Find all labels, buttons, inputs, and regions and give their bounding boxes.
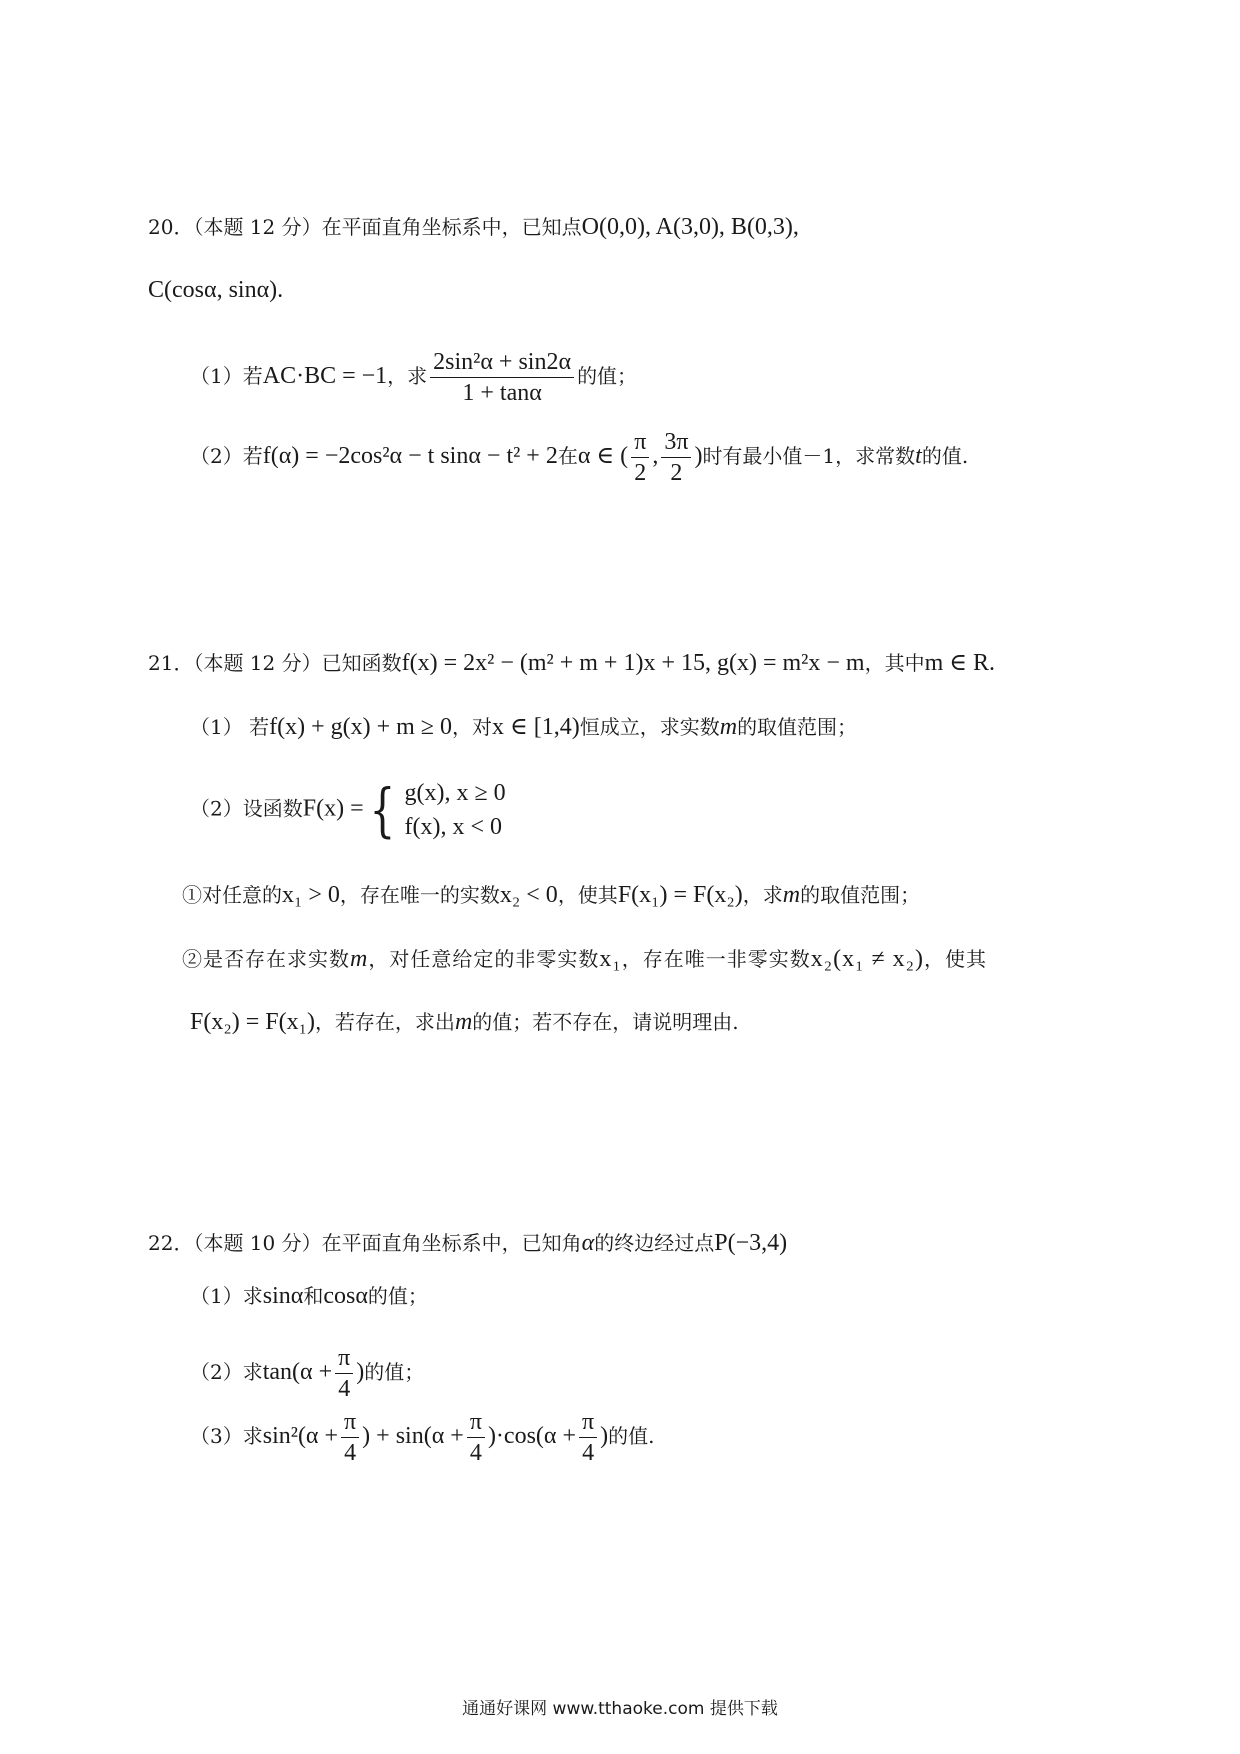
q21-sub1-x1: x₁ > 0 — [282, 882, 340, 908]
q20-points: O(0,0), A(3,0), B(0,3), — [581, 214, 799, 240]
q21-part1 — [190, 712, 857, 742]
q21-head-tail: ，其中 — [864, 651, 925, 675]
left-brace-icon: { — [369, 776, 395, 844]
q20-header — [148, 212, 799, 242]
q22-part2-end: 的值； — [364, 1360, 425, 1384]
q20-part1-fraction — [430, 347, 574, 408]
fraction-denominator: 4 — [469, 1440, 482, 1466]
q22-part3-end: 的值. — [608, 1424, 655, 1448]
q21-part1-mid: ，对 — [451, 715, 492, 739]
piecewise-case-2: f(x), x < 0 — [404, 814, 503, 840]
q22-part1-label: （1）求 — [190, 1284, 263, 1308]
q22-part1-cos: cosα — [323, 1283, 368, 1309]
fraction-denominator: 4 — [582, 1440, 595, 1466]
q22-part3 — [190, 1407, 655, 1468]
q20-part1-ask: ，求 — [387, 364, 428, 388]
q21-sub1-end: 的取值范围； — [800, 883, 921, 907]
q21-part2 — [190, 776, 506, 844]
q21-sub1-mid: ，存在唯一的实数 — [339, 883, 500, 907]
fraction-numerator: 2sin²α + sin2α — [430, 347, 574, 378]
q22-part3-sin: ) + sin(α + — [362, 1423, 464, 1449]
q22-part3-fraction-1 — [341, 1407, 359, 1468]
q21-part1-var-m: m — [719, 714, 738, 740]
q21-sub2-tail: ，若存在，求出 — [314, 1010, 455, 1034]
q22-head-text: 22．（本题 10 分）在平面直角坐标系中，已知角 — [148, 1231, 582, 1255]
q21-sub2-equation: F(x₂) = F(x₁) — [190, 1009, 315, 1035]
q20-part2-domain-open: α ∈ ( — [577, 443, 629, 469]
q21-condition: m ∈ R. — [924, 650, 996, 676]
q21-sub2-cont — [190, 1007, 739, 1037]
q21-part2-function: F(x) = — [302, 795, 364, 822]
q20-part2-comma: , — [652, 443, 659, 469]
q20-part2-domain-close: ) — [694, 443, 703, 469]
q21-part1-tail: 恒成立，求实数 — [579, 715, 720, 739]
q21-head-text: 21．（本题 12 分）已知函数 — [148, 651, 402, 675]
fraction-numerator: π — [579, 1407, 597, 1438]
q20-head-text: 20．（本题 12 分）在平面直角坐标系中，已知点 — [148, 215, 582, 239]
q20-point-c-line — [148, 275, 283, 305]
q22-part2-fraction — [335, 1343, 353, 1404]
page-footer: 通通好课网 www.tthaoke.com 提供下载 — [462, 1699, 778, 1719]
q20-part1-condition: AC·BC = −1 — [262, 363, 388, 389]
q20-part2-label: （2）若 — [190, 444, 263, 468]
q20-part2-fraction-1 — [631, 427, 649, 488]
fraction-numerator: π — [335, 1343, 353, 1374]
q22-head-mid: 的终边经过点 — [594, 1231, 715, 1255]
q22-part2 — [190, 1343, 424, 1404]
fraction-numerator: π — [341, 1407, 359, 1438]
q20-part2-function: f(α) = −2cos²α − t sinα − t² + 2 — [262, 443, 558, 469]
q21-sub2-var-m: m — [350, 946, 369, 972]
q22-part3-cos: )·cos(α + — [487, 1423, 577, 1449]
q21-part1-domain: x ∈ [1,4) — [491, 714, 580, 740]
q22-part1-end: 的值； — [367, 1284, 428, 1308]
q20-part2-in: 在 — [557, 444, 578, 468]
q22-part1-and: 和 — [303, 1284, 324, 1308]
q21-part2-label: （2）设函数 — [190, 796, 303, 821]
q20-part2-fraction-2 — [661, 427, 691, 488]
q21-sub2-x2: x₂(x₁ ≠ x₂) — [810, 946, 924, 972]
q22-part2-label: （2）求 — [190, 1360, 263, 1384]
q20-part2-tail: 时有最小值－1，求常数 — [702, 444, 916, 468]
q20-part2-var-t: t — [915, 443, 922, 469]
q22-header — [148, 1228, 787, 1258]
q22-part3-fraction-3 — [579, 1407, 597, 1468]
q21-functions: f(x) = 2x² − (m² + m + 1)x + 15, g(x) = m²x − m — [401, 650, 865, 676]
q22-part1 — [190, 1281, 428, 1311]
q22-alpha: α — [581, 1230, 595, 1256]
q21-header — [148, 648, 995, 678]
q21-part1-end: 的取值范围； — [737, 715, 858, 739]
q21-sub2-tail2: 的值；若不存在，请说明理由. — [472, 1010, 739, 1034]
fraction-denominator: 4 — [338, 1376, 351, 1402]
fraction-numerator: π — [631, 427, 649, 458]
q20-part2 — [190, 427, 968, 488]
q21-sub2-pre: ②是否存在求实数 — [182, 947, 350, 971]
q22-point-p: P(−3,4) — [714, 1230, 788, 1256]
q22-part3-sin2: sin²(α + — [262, 1423, 339, 1449]
q21-sub1-equation: F(x₁) = F(x₂) — [617, 882, 743, 908]
fraction-numerator: 3π — [661, 427, 691, 458]
q21-sub1-mid3: ，求 — [742, 883, 783, 907]
q21-sub1-var-m: m — [782, 882, 801, 908]
fraction-denominator: 4 — [344, 1440, 357, 1466]
q21-sub1-x2: x₂ < 0 — [499, 882, 558, 908]
q21-part1-label: （1） 若 — [190, 715, 270, 739]
q21-sub2-x1: x₁ — [599, 946, 622, 972]
fraction-denominator: 2 — [634, 460, 647, 486]
q22-part2-close: ) — [356, 1359, 365, 1385]
piecewise-case-1: g(x), x ≥ 0 — [404, 780, 506, 806]
fraction-denominator: 1 + tanα — [462, 380, 542, 406]
q21-part1-inequality: f(x) + g(x) + m ≥ 0 — [269, 714, 452, 740]
q22-part3-label: （3）求 — [190, 1424, 263, 1448]
q22-part3-fraction-2 — [467, 1407, 485, 1468]
fraction-denominator: 2 — [670, 460, 683, 486]
q20-part2-end: 的值. — [921, 444, 969, 468]
q22-part1-sin: sinα — [262, 1283, 304, 1309]
q21-sub2-end: ，使其 — [923, 947, 987, 971]
q21-sub2-mid: ，对任意给定的非零实数 — [368, 947, 600, 971]
q21-piecewise-cases — [405, 776, 506, 844]
q22-part3-close: ) — [600, 1423, 609, 1449]
q20-part1-label: （1）若 — [190, 364, 263, 388]
q21-sub1-pre: ①对任意的 — [182, 883, 282, 907]
fraction-numerator: π — [467, 1407, 485, 1438]
q20-part1 — [190, 347, 637, 408]
q21-sub2-var-m2: m — [454, 1009, 473, 1035]
q21-sub1 — [182, 880, 920, 910]
q21-sub2-mid2: ，存在唯一非零实数 — [621, 947, 811, 971]
q21-sub1-mid2: ，使其 — [557, 883, 618, 907]
q20-part1-tail: 的值； — [577, 364, 638, 388]
q20-point-c: C(cosα, sinα). — [148, 277, 284, 303]
q21-sub2 — [182, 944, 987, 974]
q22-part2-tan: tan(α + — [262, 1359, 333, 1385]
